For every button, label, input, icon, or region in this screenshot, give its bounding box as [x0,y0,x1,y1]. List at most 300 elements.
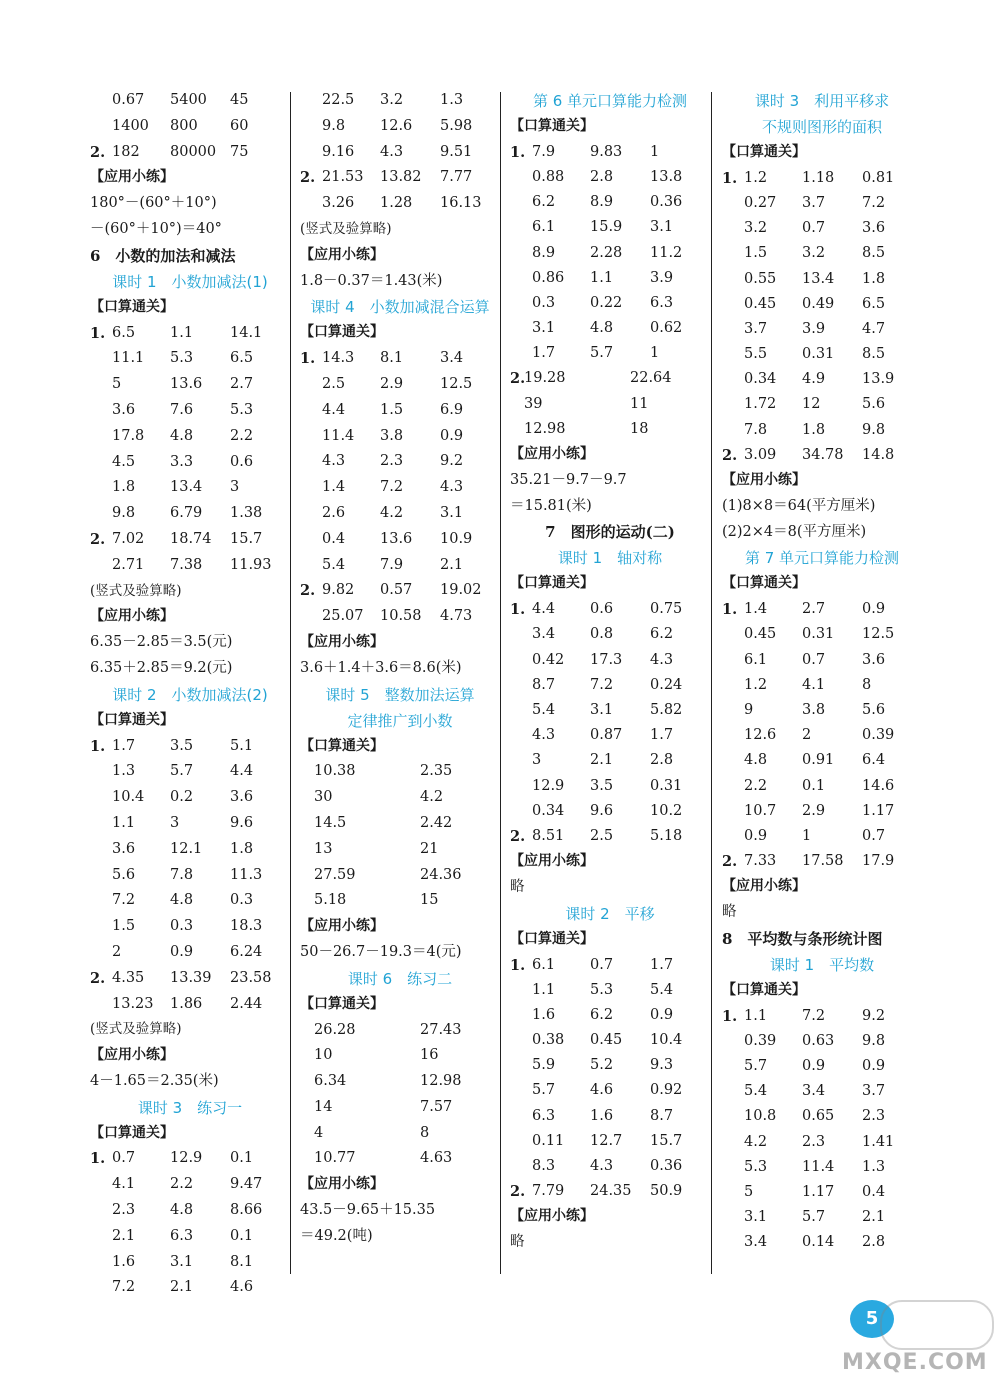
answer-value: 39 [524,395,543,412]
answer-value: 13.6 [170,376,203,393]
question-number: 1. [722,169,738,187]
answer-value: 2.1 [862,1209,886,1226]
answer-row [300,604,500,630]
answer-value: 6.5 [230,350,254,367]
answer-value: 1.18 [802,169,835,186]
column-4 [722,88,922,1256]
answer-value: 0.31 [802,626,835,643]
answer-value: 1.3 [112,763,136,780]
answer-value: 4.3 [532,727,556,744]
answer-row [722,1029,922,1054]
answer-row [510,215,710,240]
answer-value: 6.1 [532,956,556,973]
answer-row [90,863,290,889]
answer-value: 0.55 [744,270,777,287]
answer-value: 2.71 [112,556,145,573]
answer-value: 1400 [112,117,149,134]
answer-value: 0.67 [112,92,145,108]
answer-value: 4.2 [420,789,444,806]
answer-row [722,849,922,874]
answer-value: 4.73 [440,608,473,625]
answer-value: 4.35 [112,969,145,986]
answer-value: 4.8 [170,1202,194,1219]
answer-value: 3.1 [170,1253,194,1270]
answer-value: 0.11 [532,1132,565,1149]
answer-value: 1.4 [322,479,346,496]
answer-value: 4.6 [230,1279,254,1296]
answer-row [90,88,290,114]
answer-text: 35.21－9.7－9.7 [510,471,627,488]
answer-text: 180°－(60°＋10°) [90,195,217,212]
unit-title: 8 平均数与条形统计图 [722,929,883,948]
answer-value: 4.5 [112,453,136,470]
answer-value: 6.2 [590,1006,614,1023]
answer-value: 3 [170,814,180,831]
answer-value: 3.2 [380,92,404,108]
answer-value: 2.5 [590,827,614,844]
answer-value: 8.66 [230,1202,263,1219]
answer-row [90,1172,290,1198]
answer-row [300,837,500,863]
answer-row [90,914,290,940]
answer-value: 13.39 [170,969,212,986]
answer-row [90,734,290,760]
section-label: 【口算通关】 [300,324,384,341]
lesson-heading: 课时 4 小数加减混合运算 [310,298,490,317]
answer-row [722,1104,922,1129]
answer-value: 6.5 [862,295,886,312]
answer-value: 7.2 [112,1279,136,1296]
answer-value: 2.2 [170,1176,194,1193]
answer-row [300,114,500,140]
answer-value: 2.1 [170,1279,194,1296]
answer-row [300,1121,500,1147]
note-text: (竖式及验算略) [90,1021,182,1038]
answer-row [510,1078,710,1103]
answer-value: 2.3 [112,1202,136,1219]
answer-value: 6.24 [230,943,263,960]
answer-value: 27.43 [420,1021,462,1038]
question-number: 2. [90,969,106,987]
section-label: 【口算通关】 [510,930,594,947]
lesson-heading: 课时 2 平移 [565,904,655,923]
answer-value: 5.82 [650,701,683,718]
question-number: 1. [722,1007,738,1025]
answer-value: 3.26 [322,195,355,212]
answer-value: 14 [314,1098,333,1115]
answer-value: 5 [112,376,122,393]
answer-value: 6.2 [650,626,674,643]
answer-value: 0.3 [230,892,254,909]
answer-value: 3.1 [744,1209,768,1226]
answer-value: 3 [230,479,240,496]
answer-value: 7.9 [380,556,404,573]
section-label: 【口算通关】 [90,298,174,315]
answer-row [90,759,290,785]
answer-value: 3.7 [802,194,826,211]
question-number: 1. [510,601,526,619]
answer-row [722,1079,922,1104]
lesson-heading: 课时 6 练习二 [347,969,453,988]
answer-value: 1.8 [802,421,826,438]
answer-value: 5.18 [314,892,347,909]
answer-value: 12.6 [744,727,777,744]
answer-row [300,785,500,811]
answer-value: 14.5 [314,814,347,831]
section-label: 【口算通关】 [510,118,594,134]
answer-value: 2.1 [590,752,614,769]
lesson-heading: 课时 1 平均数 [769,955,875,974]
answer-value: 2.1 [112,1227,136,1244]
section-label: 【口算通关】 [90,711,174,728]
answer-value: 10.9 [440,530,473,547]
answer-value: 4.2 [744,1133,768,1150]
section-label: 【应用小练】 [90,169,174,186]
section-label: 【应用小练】 [90,608,174,625]
section-label: 【应用小练】 [300,633,384,650]
question-number: 1. [300,350,316,368]
answer-row [510,1179,710,1204]
answer-value: 1.8 [112,479,136,496]
answer-value: 5.4 [532,701,556,718]
answer-value: 7.6 [170,401,194,418]
answer-value: 9.8 [112,505,136,522]
answer-value: 1 [650,345,660,362]
answer-value: 0.6 [230,453,254,470]
answer-row [300,140,500,166]
unit-title: 6 小数的加法和减法 [90,246,236,265]
answer-row [90,346,290,372]
answer-value: 0.49 [802,295,835,312]
answer-row [90,450,290,476]
answer-value: 15 [420,892,439,909]
answer-value: 0.8 [590,626,614,643]
answer-row [90,785,290,811]
answer-value: 11.4 [322,427,355,444]
answer-value: 4.8 [170,427,194,444]
answer-value: 0.42 [532,651,565,668]
answer-value: 0.6 [590,601,614,618]
answer-row [90,398,290,424]
answer-row [510,1053,710,1078]
section-label: 【应用小练】 [300,246,384,263]
answer-value: 1.7 [532,345,556,362]
lesson-heading: 第 6 单元口算能力检测 [532,92,688,110]
answer-value: 0.24 [650,676,683,693]
answer-row [510,417,710,442]
answer-row [510,698,710,723]
answer-value: 17.9 [862,853,895,870]
answer-value: 10.4 [112,789,145,806]
answer-row [90,1198,290,1224]
answer-text: 1.8－0.37＝1.43(米) [300,272,443,289]
section-label: 【应用小练】 [510,446,594,463]
section-label: 【应用小练】 [90,1047,174,1064]
section-label: 【应用小练】 [722,472,806,489]
answer-value: 3.6 [112,840,136,857]
answer-value: 27.59 [314,866,356,883]
answer-value: 0.92 [650,1082,683,1099]
answer-value: 0.1 [230,1150,254,1167]
answer-value: 13.4 [802,270,835,287]
answer-value: 1.2 [744,676,768,693]
answer-row [300,449,500,475]
answer-value: 0.14 [802,1234,835,1251]
answer-value: 1.1 [744,1007,768,1024]
answer-value: 3.1 [650,219,674,236]
answer-row [90,372,290,398]
answer-value: 4 [314,1124,324,1141]
answer-row [90,527,290,553]
answer-row [90,966,290,992]
answer-value: 5 [744,1184,754,1200]
answer-value: 7.9 [532,143,556,160]
answer-value: 1.86 [170,995,203,1012]
answer-row [90,1146,290,1172]
answer-text: ＝15.81(米) [510,497,592,514]
answer-row [510,392,710,417]
column-divider [290,92,291,1274]
answer-value: 8.3 [532,1158,556,1174]
answer-value: 13.4 [170,479,203,496]
answer-row [722,698,922,723]
answer-value: 2.35 [420,763,453,780]
answer-text: (1)8×8＝64(平方厘米) [722,497,876,514]
answer-value: 2.3 [380,453,404,470]
answer-value: 0.3 [532,294,556,311]
answer-value: 7.38 [170,556,203,573]
answer-value: 1.3 [440,92,464,108]
answer-value: 8.5 [862,346,886,363]
answer-row [510,165,710,190]
answer-value: 1.2 [744,169,768,186]
question-number: 2. [510,370,526,388]
section-label: 【口算通关】 [300,737,384,754]
answer-value: 16 [420,1047,439,1064]
answer-value: 11 [630,395,649,412]
answer-value: 3.1 [440,504,464,521]
answer-value: 0.7 [112,1150,136,1167]
answer-value: 14.8 [862,446,895,463]
answer-value: 0.4 [862,1184,886,1200]
answer-value: 2.5 [322,375,346,392]
answer-value: 16.13 [440,195,482,212]
answer-value: 4.9 [802,371,826,388]
answer-value: 1.1 [532,981,556,998]
answer-value: 1.7 [112,737,136,754]
answer-value: 11.3 [230,866,263,883]
answer-value: 2.1 [440,556,464,573]
answer-value: 5.9 [532,1057,556,1074]
answer-row [300,424,500,450]
question-number: 1. [90,1150,106,1168]
answer-value: 15.9 [590,219,623,236]
answer-value: 0.34 [744,371,777,388]
answer-row [722,799,922,824]
column-divider [500,92,501,1274]
answer-row [510,266,710,291]
answer-value: 1.3 [862,1158,886,1175]
answer-text: 6.35＋2.85＝9.2(元) [90,659,233,676]
answer-value: 0.22 [590,294,623,311]
answer-value: 4.4 [322,401,346,418]
answer-value: 12.6 [380,117,413,134]
answer-row [722,622,922,647]
answer-row [722,392,922,417]
answer-value: 1.6 [112,1253,136,1270]
lesson-heading: 课时 2 小数加减法(2) [112,685,268,704]
answer-row [300,863,500,889]
answer-value: 10.4 [650,1032,683,1049]
answer-value: 11.4 [802,1158,835,1175]
answer-value: 9.8 [862,1032,886,1049]
answer-value: 5.3 [744,1158,768,1175]
column-3 [510,88,710,1256]
answer-value: 0.65 [802,1108,835,1125]
question-number: 2. [510,827,526,845]
answer-row [510,1104,710,1129]
answer-row [510,190,710,215]
answer-value: 4.8 [744,752,768,769]
answer-value: 9.8 [322,117,346,134]
answer-value: 45 [230,92,249,108]
answer-value: 1.5 [744,245,768,262]
answer-value: 3.3 [170,453,194,470]
answer-row [510,748,710,773]
answer-value: 25.07 [322,608,364,625]
answer-row [722,191,922,216]
answer-row [510,622,710,647]
answer-value: 5.3 [230,401,254,418]
answer-value: 4.3 [650,651,674,668]
answer-text: 4－1.65＝2.35(米) [90,1072,219,1089]
lesson-heading: 课时 3 利用平移求 [754,92,890,110]
answer-value: 13.6 [380,530,413,547]
answer-value: 182 [112,143,140,160]
answer-value: 2.3 [862,1108,886,1125]
lesson-heading: 课时 5 整数加法运算 [325,685,475,704]
answer-value: 7.2 [380,479,404,496]
answer-value: 2.3 [802,1133,826,1150]
answer-value: 12.98 [524,420,566,437]
answer-value: 17.8 [112,427,145,444]
answer-value: 4.4 [532,601,556,618]
question-number: 1. [722,601,738,619]
answer-value: 5.7 [744,1058,768,1075]
answer-value: 5.98 [440,117,473,134]
column-2 [300,88,500,1250]
answer-value: 4.8 [170,892,194,909]
answer-value: 0.9 [862,601,886,618]
answer-value: 1 [802,827,812,844]
answer-row [90,140,290,166]
answer-value: 1.1 [112,814,136,831]
answer-value: 0.34 [532,802,565,819]
answer-value: 18.3 [230,918,263,935]
answer-value: 13.82 [380,169,422,186]
column-1 [90,88,290,1301]
answer-row [300,475,500,501]
answer-value: 7.57 [420,1098,453,1115]
answer-value: 0.9 [802,1058,826,1075]
answer-row [722,1155,922,1180]
answer-row [722,1205,922,1230]
answer-value: 5.7 [590,345,614,362]
section-label: 【口算通关】 [510,575,594,592]
answer-value: 5400 [170,92,207,108]
answer-value: 4.6 [590,1082,614,1099]
answer-value: 15.7 [230,530,263,547]
answer-value: 2.7 [230,376,254,393]
answer-row [510,953,710,978]
answer-text: －(60°＋10°)＝40° [90,220,222,237]
answer-value: 12.98 [420,1073,462,1090]
watermark-logo-icon [880,1300,994,1350]
answer-row [722,648,922,673]
answer-value: 12.9 [170,1150,203,1167]
answer-value: 9.16 [322,143,355,160]
answer-value: 10.7 [744,802,777,819]
answer-row [300,1146,500,1172]
answer-value: 0.36 [650,194,683,211]
answer-value: 3.1 [590,701,614,718]
answer-value: 4.2 [380,504,404,521]
answer-value: 9.51 [440,143,473,160]
answer-value: 0.57 [380,582,413,599]
answer-value: 2.8 [862,1234,886,1251]
question-number: 2. [722,446,738,464]
answer-row [90,501,290,527]
answer-row [510,366,710,391]
answer-value: 6.9 [440,401,464,418]
question-number: 2. [90,143,106,161]
answer-value: 2.8 [650,752,674,769]
answer-row [510,1129,710,1154]
answer-value: 7.02 [112,530,145,547]
answer-row [90,553,290,579]
lesson-heading: 课时 3 练习一 [137,1098,243,1117]
lesson-heading: 不规则图形的面积 [761,118,882,136]
answer-value: 12 [802,396,821,413]
answer-row [300,191,500,217]
answer-value: 6.5 [112,324,136,341]
answer-value: 1.72 [744,396,777,413]
answer-row [722,1230,922,1255]
answer-value: 1.28 [380,195,413,212]
answer-value: 2.2 [744,777,768,794]
watermark [820,1300,995,1380]
answer-value: 9.6 [590,802,614,819]
answer-value: 12.7 [590,1132,623,1149]
answer-value: 4.1 [802,676,826,693]
answer-value: 60 [230,117,249,134]
answer-value: 6.3 [170,1227,194,1244]
answer-value: 1.17 [802,1184,835,1200]
answer-value: 21 [420,840,439,857]
answer-row [90,1275,290,1301]
answer-value: 4.3 [322,453,346,470]
answer-text: 略 [510,1234,525,1251]
answer-value: 12.1 [170,840,203,857]
answer-value: 0.91 [802,752,835,769]
answer-value: 0.9 [440,427,464,444]
answer-row [510,799,710,824]
answer-value: 6.2 [532,194,556,211]
answer-value: 3.6 [230,789,254,806]
answer-value: 80000 [170,143,217,160]
answer-row [510,291,710,316]
answer-row [510,316,710,341]
